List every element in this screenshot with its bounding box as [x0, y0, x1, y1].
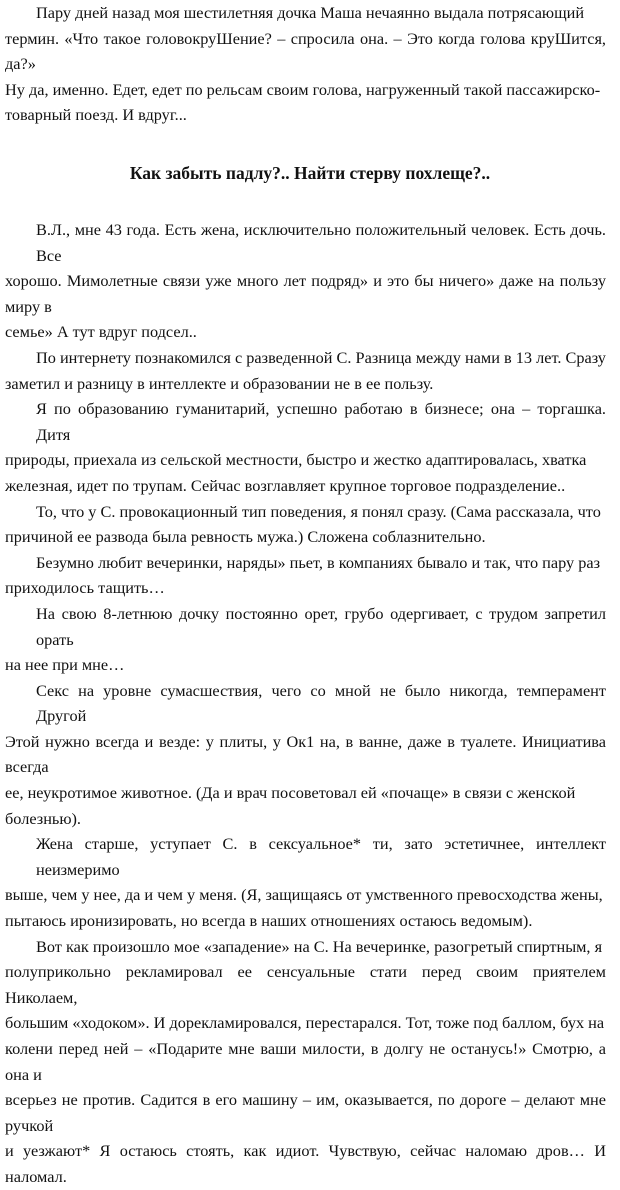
text-line: товарный поезд. И вдруг... — [5, 105, 187, 125]
paragraph — [0, 217, 620, 345]
text-line: Этой нужно всегда и везде: у плиты, у Ок1 на, в ванне, даже в туалете. Инициатива всегда — [5, 731, 606, 777]
text-line: То, что у С. провокационный тип поведения, я понял сразу. (Сама рассказала, что — [36, 501, 601, 521]
text-line: На свою 8-летнюю дочку постоянно орет, грубо одергивает, с трудом запретил орать — [36, 603, 606, 649]
text-line: семье» А тут вдруг подсел.. — [5, 322, 197, 342]
paragraph — [0, 831, 620, 933]
text-line: По интернету познакомился с разведенной С. Разница между нами в 13 лет. Сразу — [36, 347, 606, 367]
text-line: полуприкольно рекламировал ее сенсуальные стати перед своим приятелем Николаем, — [5, 962, 606, 1007]
text-line: Вот как произошло мое «западение» на С. На вечеринке, разогретый спиртным, я — [36, 936, 603, 956]
paragraph — [0, 499, 620, 550]
text-line: всерьез не против. Садится в его машину – им, оказывается, по дороге – делают мне ручкой — [5, 1090, 606, 1135]
section-heading: Как забыть падлу?.. Найти стерву похлеще?.. — [129, 163, 491, 183]
text-line: термин. «Что такое головокруШение? – спросила она. – Это когда голова круШится, да?» — [5, 28, 606, 74]
body-text — [0, 217, 620, 1190]
paragraph — [0, 396, 620, 498]
text-line: хорошо. Мимолетные связи уже много лет подряд» и это бы ничего» даже на пользу миру в — [5, 271, 606, 316]
text-line: причиной ее развода была ревность мужа.) Сложена соблазнительно. — [5, 527, 486, 547]
text-line: Пару дней назад моя шестилетняя дочка Маша нечаянно выдала потрясающий — [36, 3, 585, 22]
text-line: болезнью). — [5, 808, 81, 828]
paragraph — [0, 934, 620, 1190]
text-line: на нее при мне… — [5, 655, 125, 675]
text-line: В.Л., мне 43 года. Есть жена, исключительно положительный человек. Есть дочь. Все — [36, 220, 606, 265]
text-line: колени перед ней – «Подарите мне ваши милости, в долгу не останусь!» Смотрю, а она и — [5, 1039, 606, 1084]
text-line: приходилось тащить… — [5, 578, 165, 598]
text-line: природы, приехала из сельской местности, быстро и жестко адаптировалась, хватка — [5, 450, 587, 470]
text-line: железная, идет по трупам. Сейчас возглавляет крупное торговое подразделение.. — [5, 475, 566, 495]
text-line: Секс на уровне сумасшествия, чего со мной не было никогда, темперамент Другой — [36, 680, 606, 726]
text-line: выше, чем у нее, да и чем у меня. (Я, защищаясь от умственного превосходства жены, — [5, 885, 603, 905]
paragraph — [0, 601, 620, 678]
text-line: и уезжают* Я остаюсь стоять, как идиот. Чувствую, сейчас наломаю дров… И наломал. — [5, 1141, 606, 1186]
text-line: ее, неукротимое животное. (Да и врач посоветовал ей «почаще» в связи с женской — [5, 783, 576, 803]
text-line: Я по образованию гуманитарий, успешно работаю в бизнесе; она – торгашка. Дитя — [36, 399, 606, 444]
intro-paragraph — [0, 0, 620, 128]
text-line: Безумно любит вечеринки, наряды» пьет, в компаниях бывало и так, что пару раз — [36, 552, 601, 572]
paragraph — [0, 678, 620, 832]
text-line: Ну да, именно. Едет, едет по рельсам своим голова, нагруженный такой пассажирско- — [5, 79, 601, 99]
text-line: заметил и разницу в интеллекте и образовании не в ее пользу. — [5, 373, 434, 393]
paragraph — [0, 550, 620, 601]
paragraph — [0, 345, 620, 396]
paragraph — [0, 0, 620, 128]
text-line: большим «ходоком». И дорекламировался, перестарался. Тот, тоже под баллом, бух на — [5, 1013, 605, 1033]
text-line: Жена старше, уступает С. в сексуальное* ти, зато эстетичнее, интеллект неизмеримо — [36, 834, 606, 879]
text-line: пытаюсь иронизировать, но всегда в наших отношениях остаюсь ведомым). — [5, 911, 533, 931]
